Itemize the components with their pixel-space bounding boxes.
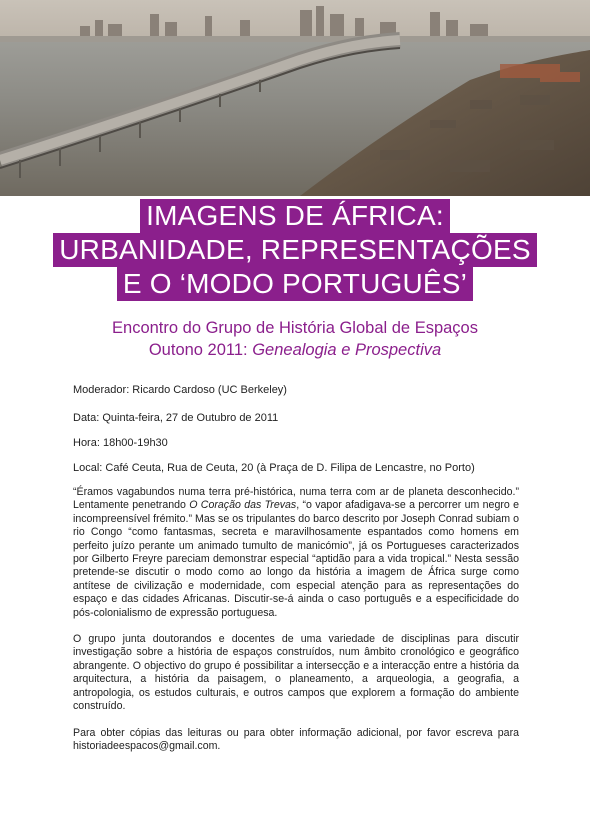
subtitle-line-1: Encontro do Grupo de História Global de Espaços bbox=[112, 319, 478, 337]
subtitle-season: Outono 2011: bbox=[148, 341, 253, 359]
paragraph-1-part-2: , “o vapor afadigava-se a percorrer um negro e incompreensível frémito.” Mas se os tripulantes do barco descrito por Joseph Conrad subiam o rio Congo “como fantasmas, secreta e maravilhosamente espantados como homens em perfeito juízo perante um animado tumulto de manicómio”, já os Portugueses caracterizados por Gilberto Freyre pareciam demonstrar especial “aptidão para a vida tropical.” Nesta sessão pretende-se discutir o modo como ao longo da história a imagem de África surge como antítese de civilização e modernidade, com especial atenção para as representações do espaço e das cidades Africanas. Discutir-se-á ainda o caso português e a especificidade do pós-colonialismo de expressão portuguesa. bbox=[73, 499, 519, 619]
subtitle bbox=[0, 317, 590, 361]
title-line-2: URBANIDADE, REPRESENTAÇÕES bbox=[53, 233, 536, 267]
paragraph-1 bbox=[73, 486, 519, 620]
title-block bbox=[0, 199, 590, 301]
paragraph-1-part-1: “Éramos vagabundos numa terra pré-histórica, numa terra com ar de planeta desconhecido.” Lentamente penetrando bbox=[73, 486, 519, 512]
title-line-3: E O ‘MODO PORTUGUÊS’ bbox=[117, 267, 473, 301]
event-time: Hora: 18h00-19h30 bbox=[73, 437, 168, 449]
title-line-1: IMAGENS DE ÁFRICA: bbox=[140, 199, 450, 233]
subtitle-theme: Genealogia e Prospectiva bbox=[252, 341, 442, 359]
paragraph-3: Para obter cópias das leituras ou para obter informação adicional, por favor escreva para historiadeespacos@gmail.com. bbox=[73, 726, 519, 752]
event-location: Local: Café Ceuta, Rua de Ceuta, 20 (à Praça de D. Filipa de Lencastre, no Porto) bbox=[73, 462, 475, 474]
event-date: Data: Quinta-feira, 27 de Outubro de 2011 bbox=[73, 412, 279, 424]
moderator: Moderador: Ricardo Cardoso (UC Berkeley) bbox=[73, 384, 287, 396]
subtitle-line-2 bbox=[0, 339, 590, 361]
paragraph-2: O grupo junta doutorandos e docentes de uma variedade de disciplinas para discutir investigação sobre a história de espaços construídos, num âmbito cronológico e geográfico abrangente. O objectivo do grupo é possibilitar a intersecção e a interacção entre a história da arquitectura, a história da paisagem, o planeamento, a arqueologia, a geografia, a antropologia, os estudos culturais, e outros campos que explorem a formação do ambiente construído. bbox=[73, 633, 519, 713]
book-title: O Coração das Trevas bbox=[189, 499, 297, 512]
description bbox=[73, 486, 519, 766]
header-photo bbox=[0, 0, 590, 196]
